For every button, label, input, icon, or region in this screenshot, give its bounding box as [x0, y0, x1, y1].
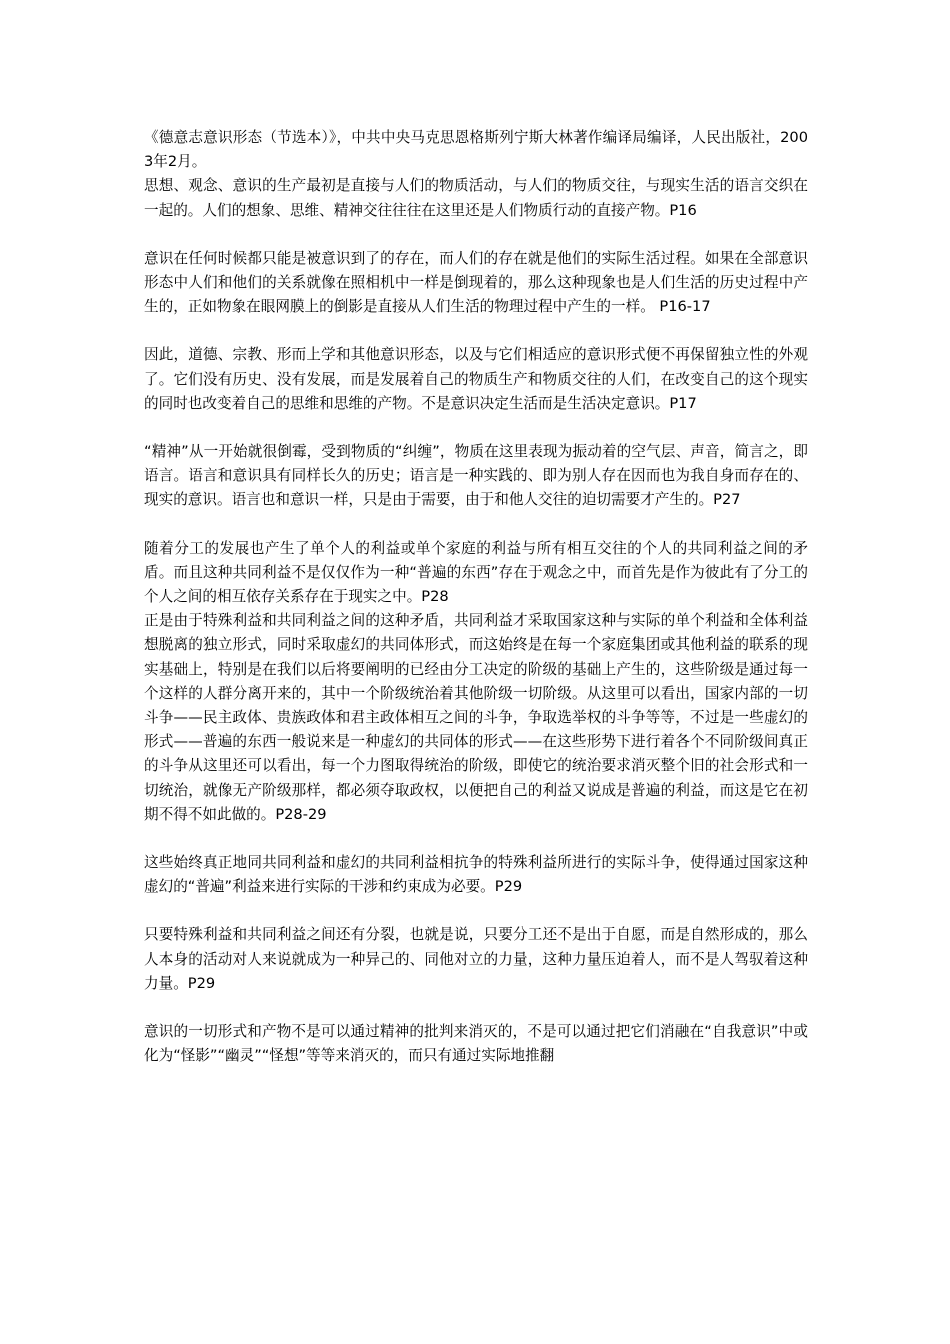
- body-paragraph: 思想、观念、意识的生产最初是直接与人们的物质活动，与人们的物质交往，与现实生活的语言交织在一起的。人们的想象、思维、精神交往往往在这里还是人们物质行动的直接产物。P16: [144, 177, 808, 219]
- body-paragraph: 意识在任何时候都只能是被意识到了的存在，而人们的存在就是他们的实际生活过程。如果在全部意识形态中人们和他们的关系就像在照相机中一样是倒现着的，那么这种现象也是人们生活的历史过程中产生的，正如物象在眼网膜上的倒影是直接从人们生活的物理过程中产生的一样。 P16-17: [144, 249, 808, 316]
- paragraph-gap: [144, 827, 808, 851]
- paragraph-gap: [144, 996, 808, 1020]
- paragraph-gap: [144, 223, 808, 247]
- paragraph-gap: [144, 416, 808, 440]
- body-paragraph: 意识的一切形式和产物不是可以通过精神的批判来消灭的，不是可以通过把它们消融在“自我意识”中或化为“怪影”“幽灵”“怪想”等等来消灭的，而只有通过实际地推翻: [144, 1023, 808, 1065]
- paragraph-gap: [144, 319, 808, 343]
- body-paragraph: 正是由于特殊利益和共同利益之间的这种矛盾，共同利益才采取国家这种与实际的单个利益和全体利益想脱离的独立形式，同时采取虚幻的共同体形式，而这始终是在每一个家庭集团或其他利益的联系的现实基础上，特别是在我们以后将要阐明的已经由分工决定的阶级的基础上产生的，这些阶级是通过每一个这样的人群分离开来的，其中一个阶级统治着其他阶级一切阶级。从这里可以看出，国家内部的一切斗争——民主政体、贵族政体和君主政体相互之间的斗争，争取选举权的斗争等等，不过是一些虚幻的形式——普遍的东西一般说来是一种虚幻的共同体的形式——在这些形势下进行着各个不同阶级间真正的斗争从这里还可以看出，每一个力图取得统治的阶级，即使它的统治要求消灭整个旧的社会形式和一切统治，就像无产阶级那样，都必须夺取政权，以便把自己的利益又说成是普遍的利益，而这是它在初期不得不如此做的。P28-29: [144, 612, 808, 823]
- body-paragraph: “精神”从一开始就很倒霉，受到物质的“纠缠”，物质在这里表现为振动着的空气层、声音，简言之，即语言。语言和意识具有同样长久的历史；语言是一种实践的、即为别人存在因而也为我自身而存在的、现实的意识。语言也和意识一样，只是由于需要，由于和他人交往的迫切需要才产生的。P27: [144, 443, 808, 509]
- document-body: [144, 126, 808, 1069]
- body-paragraph: 随着分工的发展也产生了单个人的利益或单个家庭的利益与所有相互交往的个人的共同利益之间的矛盾。而且这种共同利益不是仅仅作为一种“普遍的东西”存在于观念之中，而首先是作为彼此有了分工的个人之间的相互依存关系存在于现实之中。P28: [144, 539, 808, 606]
- paragraph-gap: [144, 513, 808, 537]
- body-paragraph: 这些始终真正地同共同利益和虚幻的共同利益相抗争的特殊利益所进行的实际斗争，使得通过国家这种虚幻的“普遍”利益来进行实际的干涉和约束成为必要。P29: [144, 854, 808, 896]
- body-paragraph: 因此，道德、宗教、形而上学和其他意识形态，以及与它们相适应的意识形式便不再保留独立性的外观了。它们没有历史、没有发展，而是发展着自己的物质生产和物质交往的人们，在改变自己的这个现实的同时也改变着自己的思维和思维的产物。不是意识决定生活而是生活决定意识。P17: [144, 346, 808, 412]
- paragraph-gap: [144, 899, 808, 923]
- body-paragraph: 只要特殊利益和共同利益之间还有分裂，也就是说，只要分工还不是出于自愿，而是自然形成的，那么人本身的活动对人来说就成为一种异己的、同他对立的力量，这种力量压迫着人，而不是人驾驭着这种力量。P29: [144, 926, 808, 992]
- citation-paragraph: 《德意志意识形态（节选本）》，中共中央马克思恩格斯列宁斯大林著作编译局编译，人民出版社，2003年2月。: [144, 129, 808, 171]
